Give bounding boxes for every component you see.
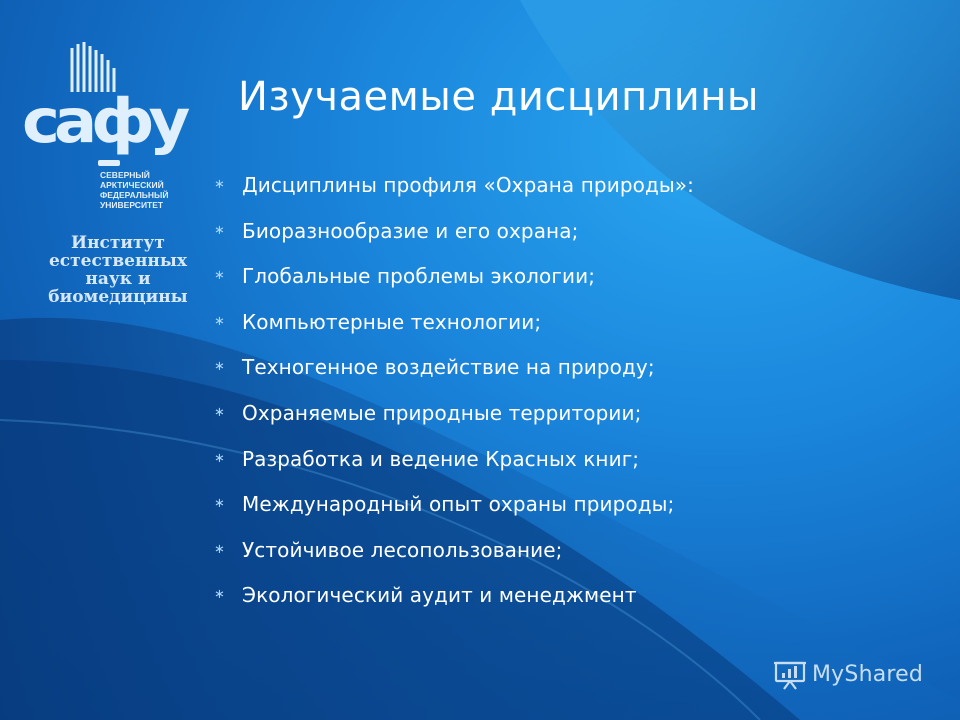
- bullet-icon: ∗: [214, 541, 225, 557]
- institute-line: наук и: [85, 269, 151, 289]
- list-item: [212, 400, 694, 446]
- bullet-icon: ∗: [214, 222, 225, 238]
- logo-dash: [98, 160, 120, 166]
- list-item-text: Охраняемые природные территории;: [242, 400, 642, 425]
- list-item-text: Биоразнообразие и его охрана;: [242, 218, 579, 243]
- bullet-icon: ∗: [214, 450, 225, 466]
- disciplines-list: [212, 172, 694, 628]
- bullet-icon: ∗: [214, 404, 225, 420]
- list-item-text: Международный опыт охраны природы;: [242, 492, 675, 517]
- list-item: [212, 218, 694, 264]
- list-item: [212, 263, 694, 309]
- bullet-icon: ∗: [214, 177, 225, 192]
- list-item-text: Дисциплины профиля «Охрана природы»:: [242, 173, 694, 197]
- bullet-icon: ∗: [214, 496, 225, 512]
- list-item-text: Разработка и ведение Красных книг;: [242, 446, 640, 471]
- list-item-text: Экологический аудит и менеджмент: [242, 583, 637, 608]
- logo-university-line: АРКТИЧЕСКИЙ: [100, 180, 164, 190]
- list-item-text: Глобальные проблемы экологии;: [242, 264, 596, 289]
- institute-line: Институт: [71, 233, 165, 253]
- watermark-text: MyShared: [812, 661, 924, 687]
- list-item-text: Устойчивое лесопользование;: [242, 537, 563, 562]
- institute-name: [38, 234, 198, 306]
- list-item: [212, 446, 694, 492]
- institute-line: естественных: [48, 251, 188, 271]
- list-item-text: Компьютерные технологии;: [242, 309, 542, 334]
- slide-title: Изучаемые дисциплины: [238, 74, 760, 120]
- bullet-icon: ∗: [214, 268, 225, 284]
- list-item-text: Техногенное воздействие на природу;: [242, 355, 655, 380]
- presentation-screen-icon: [772, 656, 808, 692]
- logo-wordmark: сафу: [22, 86, 185, 158]
- list-item: [212, 354, 694, 400]
- bullet-icon: ∗: [214, 587, 225, 603]
- institute-line: биомедицины: [48, 287, 188, 307]
- logo-university-line: СЕВЕРНЫЙ: [100, 170, 150, 180]
- list-item: [212, 172, 694, 218]
- bullet-icon: ∗: [214, 313, 225, 329]
- university-logo: [22, 38, 192, 318]
- logo-university-line: УНИВЕРСИТЕТ: [100, 200, 164, 210]
- list-item: [212, 309, 694, 355]
- list-item: [212, 582, 694, 628]
- logo-university-line: ФЕДЕРАЛЬНЫЙ: [100, 190, 169, 200]
- logo-vertical-lines: [68, 40, 128, 92]
- logo-university-name: [100, 170, 168, 210]
- list-item: [212, 537, 694, 583]
- list-item: [212, 491, 694, 537]
- myshared-watermark[interactable]: [772, 656, 923, 692]
- bullet-icon: ∗: [214, 359, 225, 375]
